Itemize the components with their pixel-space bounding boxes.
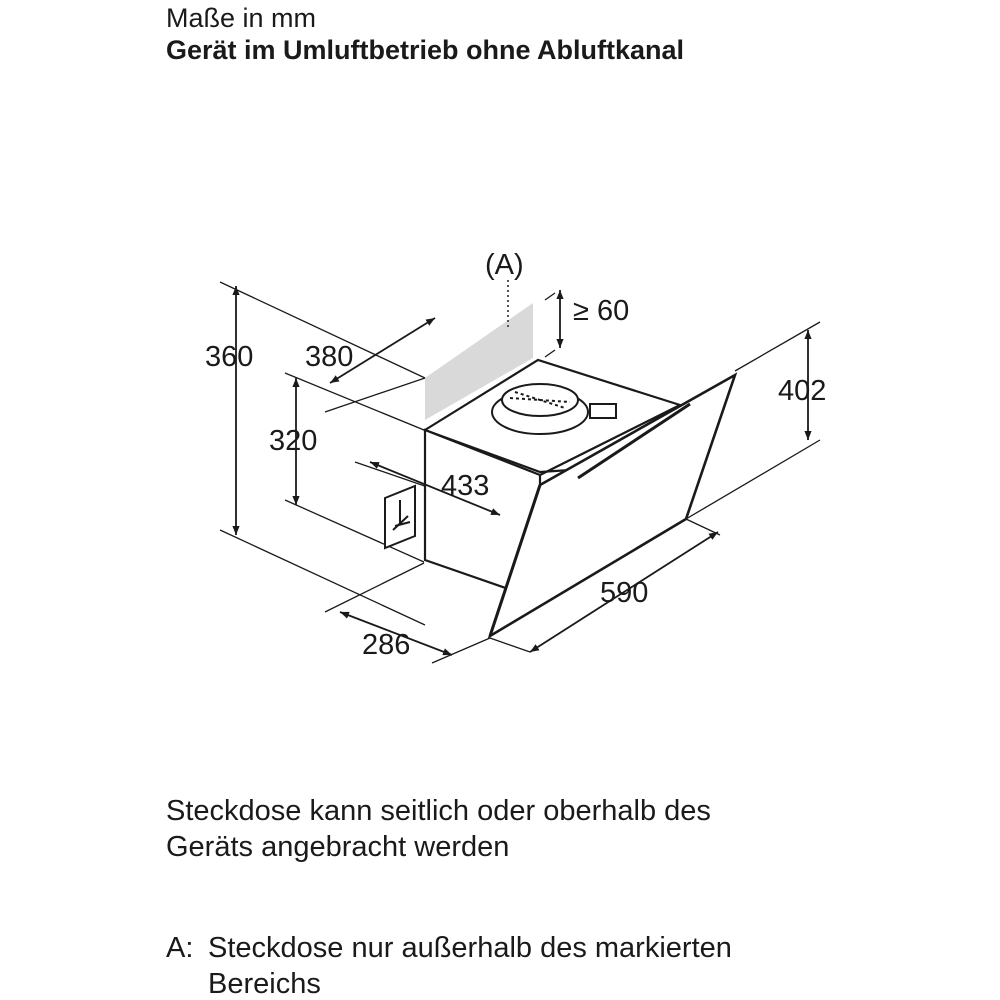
- dim-body-depth: 286: [362, 629, 411, 661]
- zone-label: (A): [485, 249, 524, 281]
- dim-panel-height: 402: [778, 375, 827, 407]
- legend-line-2: Bereichs: [208, 968, 321, 1000]
- socket-note-line-2: Geräts angebracht werden: [166, 831, 510, 863]
- dim-total-height: 360: [205, 341, 254, 373]
- dim-body-height: 320: [269, 425, 318, 457]
- dim-min-clearance: ≥ 60: [573, 295, 630, 327]
- legend-line-1: Steckdose nur außerhalb des markierten: [208, 932, 732, 964]
- socket-icon: [385, 486, 415, 548]
- socket-note-line-1: Steckdose kann seitlich oder oberhalb des: [166, 795, 711, 827]
- page-title: Gerät im Umluftbetrieb ohne Abluftkanal: [166, 35, 685, 65]
- unit-label: Maße in mm: [166, 3, 317, 33]
- dim-depth-top: 380: [305, 341, 354, 373]
- legend-text: [208, 930, 732, 1000]
- legend-key: A:: [166, 932, 194, 964]
- dim-inner-width: 433: [441, 470, 490, 502]
- dim-panel-width: 590: [600, 577, 649, 609]
- socket-note: [166, 793, 711, 865]
